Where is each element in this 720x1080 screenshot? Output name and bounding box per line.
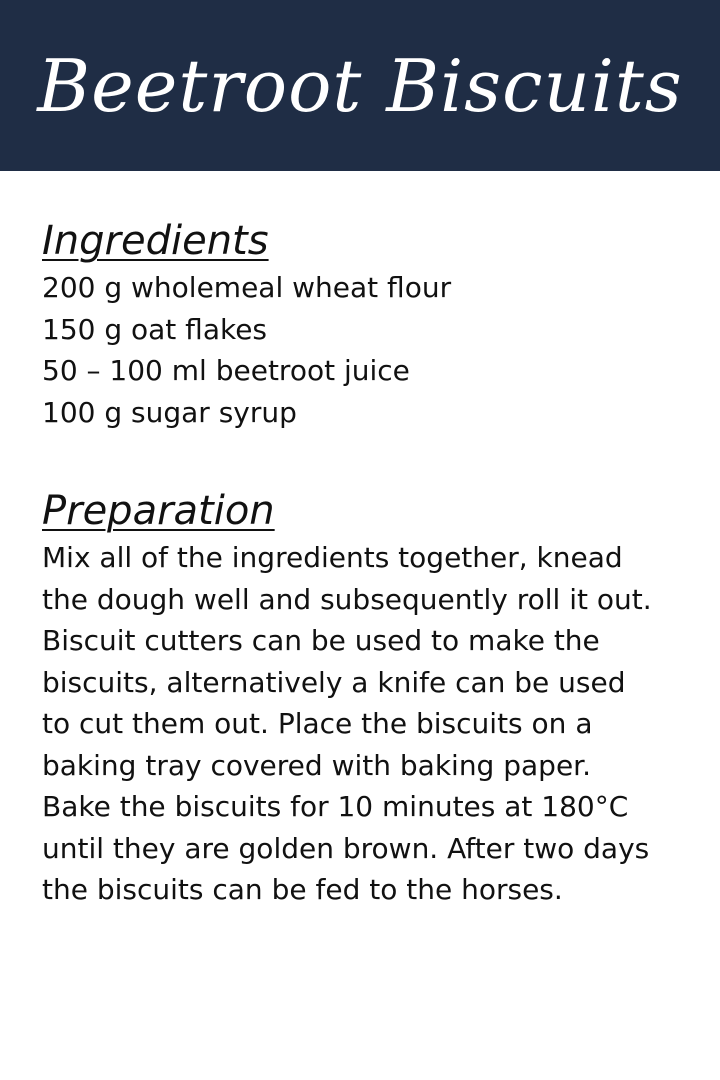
preparation-heading: Preparation <box>42 488 275 534</box>
ingredient-item: 50 – 100 ml beetroot juice <box>42 354 410 387</box>
preparation-line: the biscuits can be fed to the horses. <box>42 873 563 906</box>
preparation-line: until they are golden brown. After two days <box>42 831 650 865</box>
preparation-line: Mix all of the ingredients together, knead <box>42 541 623 574</box>
ingredient-item: 150 g oat flakes <box>42 312 268 346</box>
recipe-content <box>42 215 682 911</box>
ingredients-heading: Ingredients <box>42 218 269 264</box>
recipe-title: Beetroot Biscuits <box>37 43 683 128</box>
preparation-line: Bake the biscuits for 10 minutes at 180°C <box>42 790 629 823</box>
preparation-line: to cut them out. Place the biscuits on a <box>42 707 593 740</box>
header-banner <box>0 0 720 171</box>
preparation-line: Biscuit cutters can be used to make the <box>42 624 600 657</box>
ingredient-item: 100 g sugar syrup <box>42 395 297 429</box>
preparation-text <box>42 537 682 911</box>
ingredient-item: 200 g wholemeal wheat flour <box>42 271 452 304</box>
preparation-line: biscuits, alternatively a knife can be used <box>42 665 626 699</box>
ingredients-list <box>42 267 682 433</box>
preparation-line: baking tray covered with baking paper. <box>42 748 592 782</box>
preparation-line: the dough well and subsequently roll it out. <box>42 582 652 616</box>
